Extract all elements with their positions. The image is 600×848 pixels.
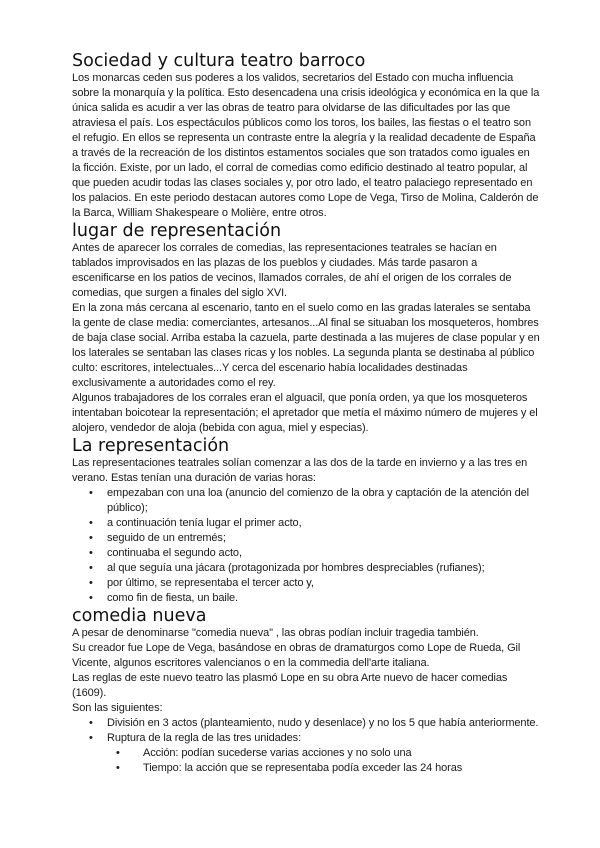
paragraph: Las reglas de este nuevo teatro las plasmó Lope en su obra Arte nuevo de hacer comedias (1609). (72, 672, 508, 699)
heading-sociedad-cultura: Sociedad y cultura teatro barroco (72, 51, 366, 71)
bullet-list (72, 486, 540, 606)
list-item: • a continuación tenía lugar el primer acto, (72, 516, 540, 531)
list-item: • Tiempo: la acción que se representaba podía exceder las 24 horas (72, 761, 540, 776)
list-item: • Acción: podían sucederse varias acciones y no solo una (72, 746, 540, 761)
list-item: • como fin de fiesta, un baile. (72, 591, 540, 606)
paragraph: Los monarcas ceden sus poderes a los validos, secretarios del Estado con mucha influencia sobre la monarquía y la política. Esto desencadena una crisis ideológica y económica en la que la única salida es acudir a ver las obras de teatro para olvidarse de las dificultades por las que atraviesa el país. Los espectáculos públicos como los toros, los bailes, las fiestas o el teatro son el refugio. En ellos se representa un contraste entre la alegría y la realidad decadente de España a través de la recreación de los distintos estamentos sociales que son tratados como iguales en la ficción. Existe, por un lado, el corral de comedias como edificio destinado al teatro popular, al que pueden acudir todas las clases sociales y, por otro lado, el teatro palaciego representado en los palacios. En este periodo destacan autores como Lope de Vega, Tirso de Molina, Calderón de la Barca, William Shakespeare o Molière, entre otros. (72, 72, 540, 219)
bullet-list (72, 716, 540, 746)
paragraph: Son las siguientes: (72, 702, 163, 714)
document-body (72, 51, 540, 776)
paragraph: En la zona más cercana al escenario, tanto en el suelo como en las gradas laterales se sentaba la gente de clase media: comerciantes, artesanos...Al final se situaban los mosqueteros, hombres de baja clase social. Arriba estaba la cazuela, parte destinada a las mujeres de clase popular y en los laterales se sentaban las clases ricas y los nobles. La segunda planta se destinaba al público culto: escritores, intelectuales...Y cerca del escenario había localidades destinadas exclusivamente a autoridades como el rey. (72, 302, 540, 389)
paragraph: A pesar de denominarse "comedia nueva" , las obras podían incluir tragedia también. (72, 627, 479, 639)
heading-lugar-representacion: lugar de representación (72, 221, 282, 241)
list-item: • Ruptura de la regla de las tres unidades: (72, 731, 540, 746)
heading-comedia-nueva: comedia nueva (72, 606, 207, 626)
list-item: • continuaba el segundo acto, (72, 546, 540, 561)
list-item: • División en 3 actos (planteamiento, nudo y desenlace) y no los 5 que había anteriormente. (72, 716, 540, 731)
heading-la-representacion: La representación (72, 436, 230, 456)
list-item: • empezaban con una loa (anuncio del comienzo de la obra y captación de la atención del público); (72, 486, 540, 516)
list-item: • por último, se representaba el tercer acto y, (72, 576, 540, 591)
paragraph: Su creador fue Lope de Vega, basándose en obras de dramaturgos como Lope de Rueda, Gil Vicente, algunos escritores valencianos o en la commedia dell'arte italiana. (72, 642, 521, 669)
paragraph: Algunos trabajadores de los corrales eran el alguacil, que ponía orden, ya que los mosqueteros intentaban boicotear la representación; el apretador que metía el máximo número de mujeres y el alojero, vendedor de aloja (bebida con agua, miel y especias). (72, 392, 538, 434)
list-item: • seguido de un entremés; (72, 531, 540, 546)
list-item: • al que seguía una jácara (protagonizada por hombres despreciables (rufianes); (72, 561, 540, 576)
paragraph: Las representaciones teatrales solían comenzar a las dos de la tarde en invierno y a las tres en verano. Estas tenían una duración de varias horas: (72, 457, 528, 484)
sub-bullet-list (72, 746, 540, 776)
paragraph: Antes de aparecer los corrales de comedias, las representaciones teatrales se hacían en tablados improvisados en las plazas de los pueblos y ciudades. Más tarde pasaron a escenificarse en los patios de vecinos, llamados corrales, de ahí el origen de los corrales de comedias, que surgen a finales del siglo XVI. (72, 242, 512, 299)
